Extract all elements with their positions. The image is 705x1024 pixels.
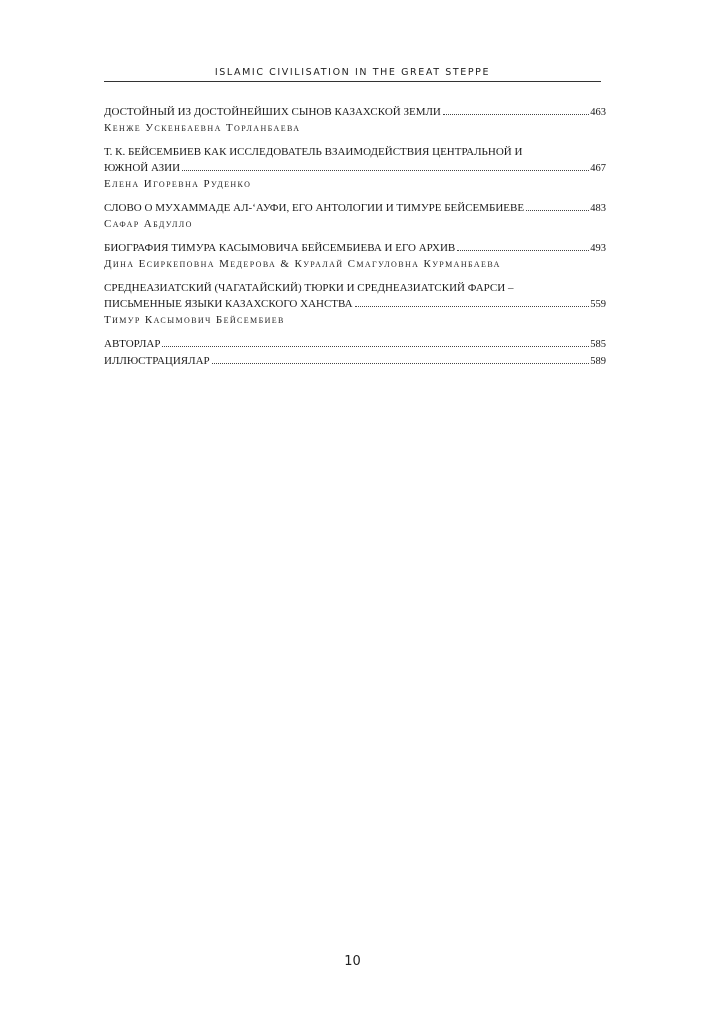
- header-rule: [104, 81, 601, 82]
- dot-leader: [457, 250, 589, 251]
- toc-entry[interactable]: [104, 353, 606, 370]
- toc-entry-line: [104, 280, 606, 296]
- toc-entry-line: [104, 336, 606, 353]
- toc-entry-title: ДОСТОЙНЫЙ ИЗ ДОСТОЙНЕЙШИХ СЫНОВ КАЗАХСКОЙ ЗЕМЛИ: [104, 106, 441, 118]
- toc-entry-author: Елена Игоревна Руденко: [104, 178, 252, 190]
- table-of-contents: [104, 104, 606, 370]
- toc-entry-page: 467: [590, 163, 606, 174]
- dot-leader: [212, 363, 590, 364]
- toc-entry[interactable]: [104, 144, 606, 192]
- toc-entry-title: Т. К. БЕЙСЕМБИЕВ КАК ИССЛЕДОВАТЕЛЬ ВЗАИМОДЕЙСТВИЯ ЦЕНТРАЛЬНОЙ И: [104, 146, 523, 158]
- toc-entry-title: АВТОРЛАР: [104, 338, 161, 350]
- toc-entry-line: [104, 353, 606, 370]
- toc-entry-title: БИОГРАФИЯ ТИМУРА КАСЫМОВИЧА БЕЙСЕМБИЕВА И ЕГО АРХИВ: [104, 242, 456, 254]
- toc-entry-page: 493: [590, 243, 606, 254]
- toc-entry-line: [104, 160, 606, 177]
- toc-entry[interactable]: [104, 200, 606, 232]
- toc-entry-title-continued: ЮЖНОЙ АЗИИ: [104, 162, 181, 174]
- toc-entry-author: Дина Есиркеповна Медерова & Куралай Смагуловна Курманбаева: [104, 258, 501, 270]
- toc-entry-title: СРЕДНЕАЗИАТСКИЙ (ЧАГАТАЙСКИЙ) ТЮРКИ И СРЕДНЕАЗИАТСКИЙ ФАРСИ –: [104, 282, 514, 294]
- toc-entry-line: [104, 240, 606, 257]
- toc-entry-line: [104, 200, 606, 217]
- toc-entry-author: Кенже Ускенбаевна Торланбаева: [104, 122, 301, 134]
- toc-entry-author: Тимур Касымович Бейсембиев: [104, 314, 285, 326]
- toc-entry-line: [104, 104, 606, 121]
- dot-leader: [526, 210, 589, 211]
- toc-entry-line: [104, 144, 606, 160]
- toc-entry-title: СЛОВО О МУХАММАДЕ АЛ-‘АУФИ, ЕГО АНТОЛОГИИ И ТИМУРЕ БЕЙСЕМБИЕВЕ: [104, 202, 525, 214]
- toc-entry[interactable]: [104, 240, 606, 272]
- dot-leader: [443, 114, 589, 115]
- toc-entry-page: 463: [590, 107, 606, 118]
- page-number: 10: [344, 954, 361, 969]
- toc-entry[interactable]: [104, 104, 606, 136]
- toc-entry-page: 585: [590, 339, 606, 350]
- toc-entry-author: Сафар Абдулло: [104, 218, 193, 230]
- running-head: ISLAMIC CIVILISATION IN THE GREAT STEPPE: [214, 67, 491, 78]
- dot-leader: [162, 346, 589, 347]
- toc-entry-page: 483: [590, 203, 606, 214]
- toc-entry-title: ИЛЛЮСТРАЦИЯЛАР: [104, 355, 210, 367]
- toc-entry-page: 589: [590, 356, 606, 367]
- dot-leader: [182, 170, 589, 171]
- toc-entry[interactable]: [104, 280, 606, 328]
- toc-entry-line: [104, 296, 606, 313]
- toc-entry-title-continued: ПИСЬМЕННЫЕ ЯЗЫКИ КАЗАХСКОГО ХАНСТВА: [104, 298, 353, 310]
- dot-leader: [355, 306, 590, 307]
- toc-entry[interactable]: [104, 336, 606, 353]
- toc-entry-page: 559: [590, 299, 606, 310]
